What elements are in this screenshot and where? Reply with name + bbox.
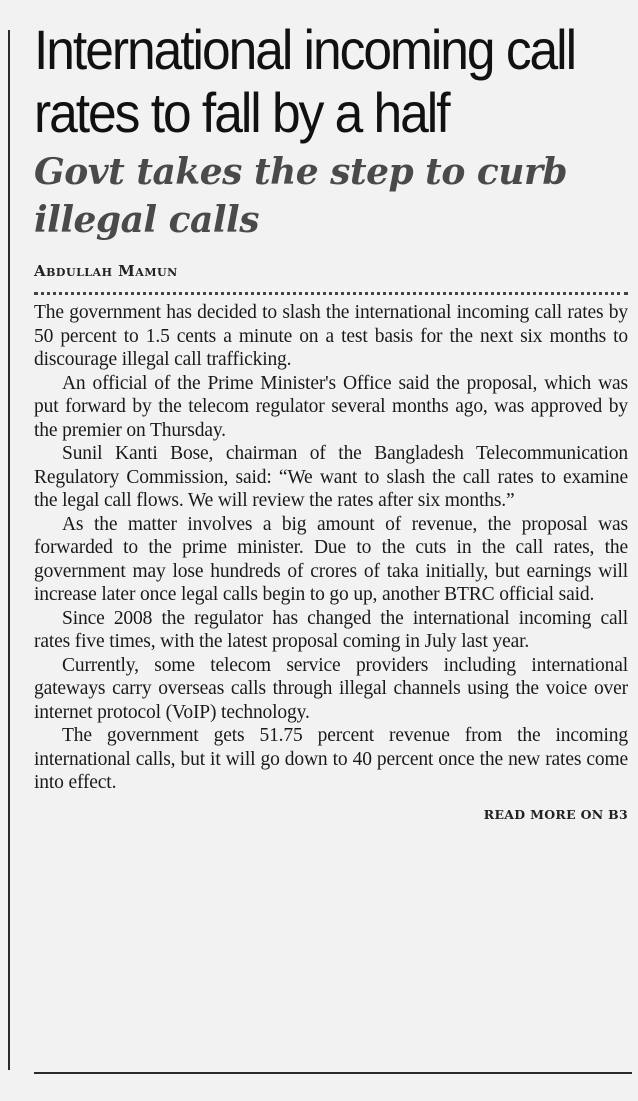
read-more-link[interactable]: READ MORE ON B3	[483, 806, 628, 822]
paragraph: An official of the Prime Minister's Office said the proposal, which was put forward by the telecom regulator several months ago, was approved by the premier on Thursday.	[34, 372, 628, 441]
headline: International incoming call rates to fall by a half	[34, 18, 576, 144]
subheadline: Govt takes the step to curb illegal calls	[34, 151, 568, 241]
paragraph: The government gets 51.75 percent revenue from the incoming international calls, but it will go down to 40 percent once the new rates come into effect.	[34, 725, 628, 793]
dotted-divider	[34, 292, 628, 295]
paragraph: As the matter involves a big amount of revenue, the proposal was forwarded to the prime minister. Due to the cuts in the call rates, the government may lose hundreds of crores of taka initially, but earnings will increase later once legal calls begin to go up, another BTRC official said.	[34, 513, 628, 605]
paragraph: Currently, some telecom service providers including international gateways carry overseas calls through illegal channels using the voice over internet protocol (VoIP) technology.	[34, 654, 628, 723]
byline: Abdullah Mamun	[34, 262, 178, 280]
article-body	[34, 301, 628, 795]
left-column-rule	[8, 30, 10, 1070]
bottom-rule	[34, 1072, 632, 1074]
paragraph: The government has decided to slash the international incoming call rates by 50 percent to 1.5 cents a minute on a test basis for the next six months to discourage illegal call trafficking.	[34, 302, 628, 370]
paragraph: Since 2008 the regulator has changed the international incoming call rates five times, with the latest proposal coming in July last year.	[34, 607, 628, 652]
news-article	[34, 18, 628, 822]
paragraph: Sunil Kanti Bose, chairman of the Bangladesh Telecommunication Regulatory Commission, said: “We want to slash the call rates to examine the legal call flows. We will review the rates after six months.”	[34, 443, 628, 511]
